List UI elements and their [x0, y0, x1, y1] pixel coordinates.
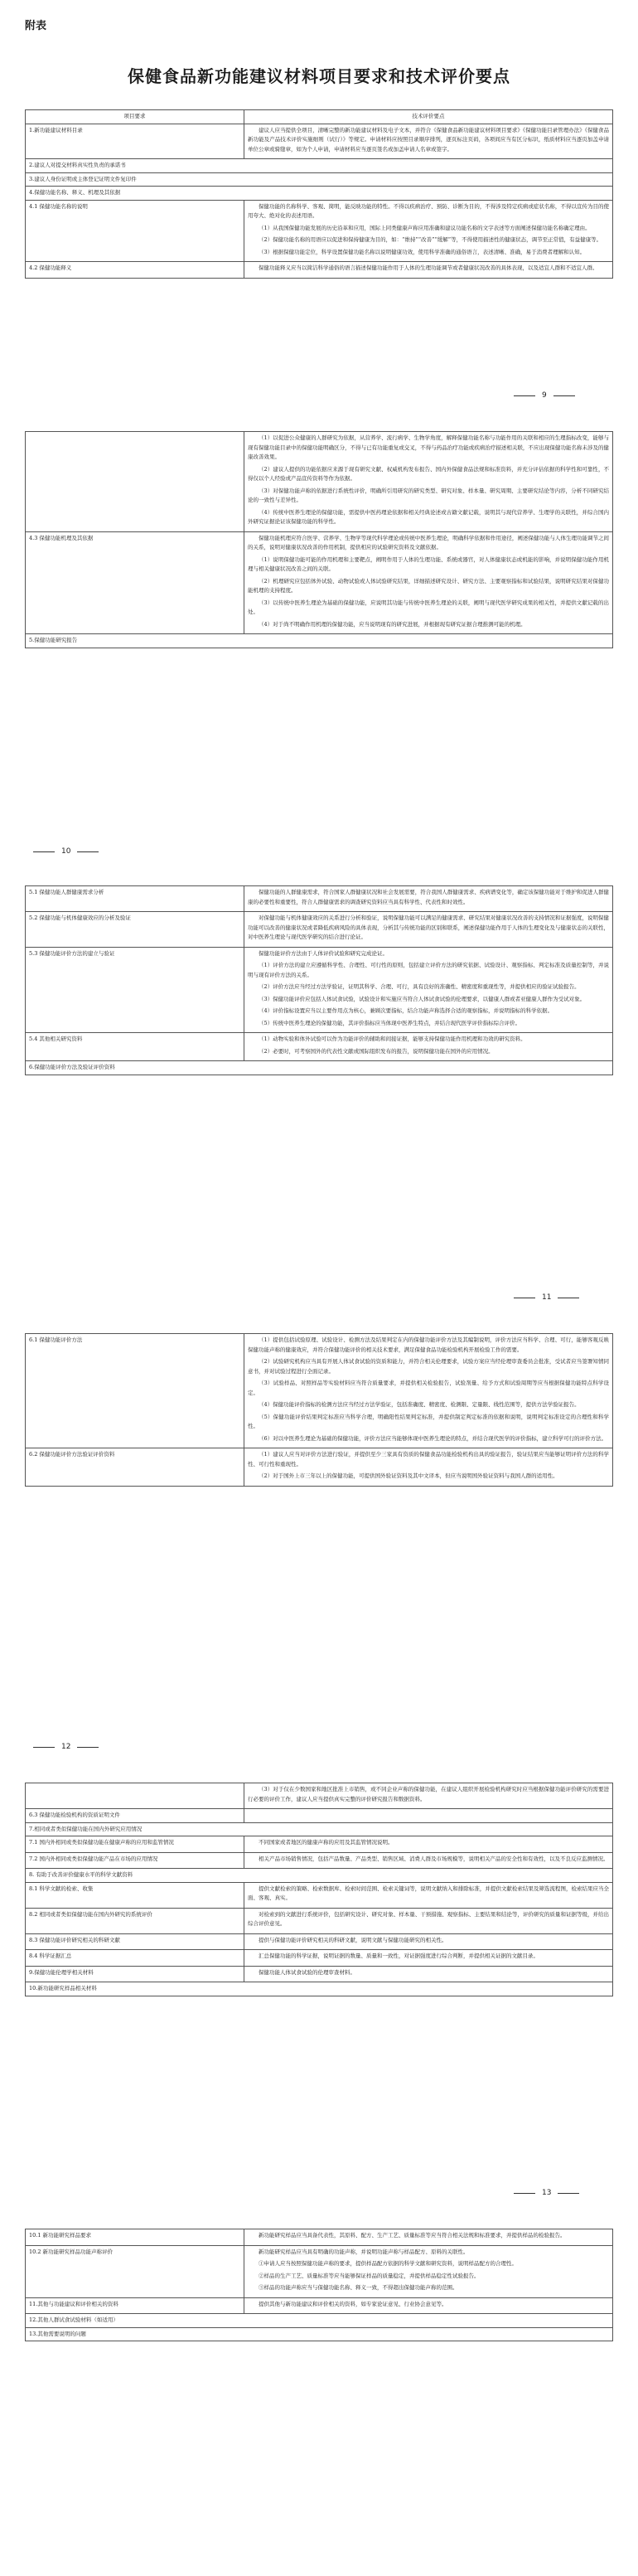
- requirements-table: [25, 109, 613, 279]
- evaluation-paragraph: （2）建议人提供的功能依据应来源于现有研究文献、权威机构发布报告、国内外保健食品法规和标准资料，并充分评估依据的科学性和可靠性，不得仅以个人经验或产品宣传资料等作为依据。: [248, 465, 609, 482]
- table-row: [26, 1334, 613, 1448]
- table-row: [26, 159, 613, 173]
- requirements-table: [25, 431, 613, 648]
- requirement-cell: 6.1 保健功能评价方法: [26, 1334, 244, 1448]
- evaluation-cell: [244, 1033, 613, 1061]
- evaluation-paragraph: 保健功能释义应当以简洁科学通俗的语言描述保健功能作用于人体的生理功能调节或者健康状况改善的具体表现，以及适宜人群和不适宜人群。: [259, 264, 598, 271]
- evaluation-paragraph: （1）提供包括试验原理、试验设计、检测方法及结果判定在内的保健功能评价方法及其编制说明，评价方法应当科学、合理、可行，能够客观反映保健功能声称的健康效应，并符合保健功能评价的相关技术要求，满足保健食品功能检验机构开展检验工作的需要。: [248, 1337, 609, 1353]
- table-row: [26, 1933, 613, 1950]
- evaluation-paragraph: （2）保健功能名称的用语应以促进和保持健康为目的，如：“维持”“改善”“缓解”等，不得使用描述性的健康状态，调节至正常值，有益健康等。: [259, 236, 602, 243]
- requirement-cell: 8.3 保健功能评价研究相关的科研文献: [26, 1933, 244, 1950]
- section-heading-cell: 3.建议人身份证明或主体登记证明文件复印件: [26, 172, 613, 187]
- requirement-cell: 1.新功能建议材料目录: [26, 124, 244, 159]
- evaluation-cell: [244, 1882, 613, 1908]
- requirement-cell: 10.2 新功能研究样品功能声称评价: [26, 2245, 244, 2297]
- evaluation-paragraph: 提供与保健功能评价研究相关的科研文献，说明文献与保健功能研究的相关性。: [259, 1936, 447, 1943]
- evaluation-cell: [244, 262, 613, 279]
- evaluation-paragraph: （2）机理研究应包括体外试验、动物试验或人体试验研究结果，详细描述研究设计、研究方法、主要观察指标和试验结果，说明研究结果对保健功能机理的支持程度。: [248, 577, 609, 594]
- col-header-evaluation: 技术评价要点: [244, 110, 613, 124]
- evaluation-cell: [244, 1908, 613, 1933]
- requirement-cell: 5.2 保健功能与机体健康效应的分析及验证: [26, 912, 244, 948]
- table-row: [26, 1783, 613, 1809]
- section-heading-cell: 10.新功能研究样品相关材料: [26, 1982, 613, 1996]
- evaluation-paragraph: 不同国家或者地区的健康声称的应用及其监管情况说明。: [259, 1839, 394, 1846]
- table-row: [26, 1852, 613, 1869]
- table-row: [26, 2229, 613, 2246]
- evaluation-paragraph: 对保健功能与机体健康效应的关系进行分析和验证，说明保健功能可以满足的健康需求、研究结果对健康状况改善的支持情况和证据强度，说明保健功能可以改善的健康状况或者降低疾病风险的具体表现，分析其与传统功能的区别和联系，阐述保健功能作用于人体的生理变化及与健康状态的关联性，对中医养生理论与现代医学研究的结合进行论证。: [248, 914, 609, 940]
- evaluation-paragraph: （2）必要时，可考察国外的代表性文献或国际组织发布的报告，说明保健功能在国外的应用情况。: [259, 1047, 494, 1055]
- evaluation-paragraph: 建议人应当提供全项目，清晰完整的新功能建议材料及电子文本，并符合《保健食品新功能建议材料项目要求》《保健功能目录管理办法》《保健食品新功能及产品技术评价实施细则（试行）》等规定。申请材料应按照目录顺序排列，逐页标注页码，各项间应当有区分标识，纸质材料应当逐页加盖申请单位公章或骑缝章，如为个人申请，申请材料应当逐页签名或加盖申请人名章或签字。: [248, 126, 609, 153]
- evaluation-cell: [244, 1852, 613, 1869]
- evaluation-paragraph: ①申请人应当按照保健功能声称的要求，提供样品配方依据的科学文献和研究资料，说明样品配方的合理性。: [259, 2260, 517, 2267]
- evaluation-paragraph: 汇总保健功能的科学证据，说明证据的数量、质量和一致性，对证据强度进行综合判断，并提供相关证据的文献目录。: [259, 1953, 539, 1959]
- evaluation-cell: [244, 124, 613, 159]
- requirements-table: [25, 1783, 613, 1996]
- evaluation-cell: [244, 2229, 613, 2246]
- evaluation-cell: [244, 432, 613, 532]
- requirement-cell: 9.保健功能伦理学相关材料: [26, 1966, 244, 1982]
- evaluation-cell: [244, 200, 613, 262]
- evaluation-paragraph: （5）传统中医养生理论的保健功能，其评价指标应当体现中医养生特点，并结合现代医学评价指标综合评价。: [259, 1019, 521, 1026]
- table-row: [26, 1033, 613, 1061]
- section-heading-cell: 8. 有助于改善评价健康水平的科学文献资料: [26, 1869, 613, 1883]
- evaluation-paragraph: 新功能研究样品应当具备代表性，其原料、配方、生产工艺、质量标准等应当符合相关法规和标准要求，并提供样品的检验报告。: [259, 2232, 566, 2239]
- requirements-table: [25, 885, 613, 1075]
- evaluation-paragraph: （3）根据保健功能定位，科学设置保健功能名称以说明健康功效，使用科学准确的通俗语言，表述清晰、准确，易于消费者理解和认知。: [259, 248, 586, 255]
- table-row: [26, 1061, 613, 1075]
- evaluation-paragraph: （1）以促进公众健康的人群研究为依据，从营养学、流行病学、生物学角度，解释保健功能名称与功能作用的关联和相应的生理指标改变，能够与现有保健功能目录中的保健功能明确区分，不得与已有功能重复或交叉，不得与药品治疗功能或疾病治疗描述相关联，不应出现保健功能名称未涉及的健康改善效果。: [248, 434, 609, 460]
- table-page-6: [25, 2229, 613, 2341]
- section-body: [26, 124, 613, 278]
- evaluation-cell: [244, 947, 613, 1033]
- section-body: [26, 886, 613, 1075]
- table-row: [26, 432, 613, 532]
- requirement-cell: 4.1 保健功能名称的说明: [26, 200, 244, 262]
- evaluation-paragraph: 保健功能评价方法由于人体评价试验和研究完成论证。: [259, 949, 388, 957]
- section-heading-cell: 5.保健功能研究报告: [26, 634, 613, 648]
- evaluation-cell: [244, 1966, 613, 1982]
- requirements-table: [25, 2229, 613, 2341]
- table-row: [26, 1966, 613, 1982]
- table-row: [26, 200, 613, 262]
- section-body: [26, 1783, 613, 1996]
- evaluation-paragraph: ②样品的生产工艺、质量标准等应当能够保证样品的质量稳定，并提供样品稳定性试验报告。: [259, 2272, 480, 2279]
- section-body: [26, 1334, 613, 1487]
- evaluation-paragraph: 保健功能机理应符合医学、营养学、生物学等现代科学理论或传统中医养生理论，明确科学依据和作用途径，阐述保健功能与人体生理功能调节之间的关系，说明对健康状况改善的作用机制，提供相应的试验研究资料及文献依据。: [248, 534, 609, 551]
- evaluation-paragraph: （1）说明保健功能可能的作用机理和主要靶点，阐明作用于人体的生理功能、系统或器官，对人体健康状态或机能的影响，并说明保健功能作用机理与相关健康状况改善之间的关联。: [248, 555, 609, 572]
- evaluation-paragraph: （4）评价指标设置应当以主要作用点为核心，兼顾次要指标，结合功能声称选择合适的观察指标，并说明指标的科学依据。: [259, 1007, 553, 1014]
- section-heading-cell: 6.保健功能评价方法及验证评价资料: [26, 1061, 613, 1075]
- evaluation-paragraph: ③样品的功能声称应当与保健功能名称、释义一致，不得超出保健功能声称的范围。: [259, 2284, 458, 2291]
- evaluation-paragraph: （3）保健功能评价应包括人体试食试验，试验设计和实施应当符合人体试食试验的伦理要求，以健康人群或者亚健康人群作为受试对象。: [259, 995, 586, 1002]
- table-row: [26, 634, 613, 648]
- evaluation-paragraph: 保健功能的人群健康需求，符合国家人群健康状况和社会发展需要，符合我国人群健康需求、疾病谱变化等，确定该保健功能对于维护和促进人群健康的必要性和重要性，符合人群健康需求的调查研究资料应当具有科学性、代表性和时效性。: [248, 889, 609, 905]
- evaluation-paragraph: （2）评价方法应当经过方法学验证，证明其科学、合理、可行，具有良好的准确性、精密度和重现性等，并提供相应的验证试验报告。: [259, 983, 580, 990]
- page-number: 9: [514, 391, 575, 400]
- requirement-cell: 7.1 国内外相同或类似保健功能在健康声称的应用和监管情况: [26, 1836, 244, 1853]
- section-heading-cell: 2.建议人对提交材料真实性负责的承诺书: [26, 159, 613, 173]
- section-body: [26, 432, 613, 648]
- evaluation-paragraph: （6）对以中医养生理论为基础的保健功能，评价方法应当能够体现中医养生理论的特点，并结合现代医学的评价指标，建立科学可行的评价方法。: [259, 1434, 607, 1442]
- table-row: [26, 262, 613, 279]
- evaluation-cell: [244, 886, 613, 912]
- requirement-cell: 4.3 保健功能机理及其依据: [26, 531, 244, 634]
- requirement-cell: [26, 1783, 244, 1809]
- section-heading-cell: 7.相同或者类似保健功能在国内外研究应用情况: [26, 1822, 613, 1836]
- table-row: [26, 1448, 613, 1487]
- table-row: [26, 1809, 613, 1823]
- evaluation-paragraph: 新功能研究样品应当具有明确的功能声称，并说明功能声称与样品配方、原料的关联性。: [259, 2248, 469, 2255]
- table-page-4: [25, 1333, 613, 1487]
- table-row: [26, 1836, 613, 1853]
- requirement-cell: 7.2 国内外相同或类似保健功能产品在市场的应用情况: [26, 1852, 244, 1869]
- table-header-row: [26, 110, 613, 124]
- requirement-cell: 8.2 相同或者类似保健功能在国内外研究的系统评价: [26, 1908, 244, 1933]
- evaluation-paragraph: 保健功能的名称科学、客观、简明，能反映功能的特性。不得以疾病治疗、预防、诊断为目的，不得涉及特定疾病或症状名称，不得以宣传为目的使用夸大、绝对化的表述用语。: [248, 202, 609, 219]
- table-row: [26, 2245, 613, 2297]
- evaluation-paragraph: 提供其他与新功能建议和评价相关的资料，如专家论证意见、行业协会意见等。: [259, 2300, 447, 2307]
- evaluation-paragraph: 相关产品市场销售情况，包括产品数量、产品类型、销售区域、消费人群及市场规模等，说明相关产品的安全性和有效性，以及不良反应监测情况。: [259, 1855, 609, 1862]
- evaluation-cell: [244, 1933, 613, 1950]
- table-page-2: [25, 431, 613, 648]
- evaluation-cell: [244, 1783, 613, 1809]
- table-row: [26, 172, 613, 187]
- evaluation-paragraph: （1）建议人应当对评价方法进行验证，并提供至少三家具有资质的保健食品功能检验机构出具的验证报告，验证结果应当能够证明评价方法的科学性、可行性和重现性。: [248, 1451, 609, 1467]
- table-row: [26, 1950, 613, 1967]
- table-row: [26, 531, 613, 634]
- section-heading-cell: 4.保健功能名称、释义、机理及其依据: [26, 187, 613, 201]
- table-row: [26, 912, 613, 948]
- table-row: [26, 124, 613, 159]
- evaluation-paragraph: 提供文献检索的策略、检索数据库、检索时间范围、检索关键词等，说明文献纳入和排除标准，并提供文献检索结果及筛选流程图，检索结果应当全面、客观、真实。: [248, 1885, 609, 1901]
- table-row: [26, 1822, 613, 1836]
- requirement-cell: 8.1 科学文献的检索、收集: [26, 1882, 244, 1908]
- page-number: 11: [514, 1293, 579, 1302]
- evaluation-paragraph: （4）传统中医养生理论的保健功能，需提供中医药理论依据和相关经典论述或古籍文献记载，说明其与现代营养学、生理学的关联性，并综合国内外研究证据论证该保健功能的科学性。: [248, 508, 609, 525]
- table-row: [26, 1982, 613, 1996]
- evaluation-cell: [244, 1448, 613, 1487]
- table-page-5: [25, 1783, 613, 1996]
- page-title: 保健食品新功能建议材料项目要求和技术评价要点: [128, 66, 510, 86]
- evaluation-cell: [244, 1809, 613, 1823]
- evaluation-cell: [244, 2245, 613, 2297]
- evaluation-paragraph: （5）保健功能评价结果判定标准应当科学合理，明确阳性结果判定标准，并提供制定判定标准的依据和说明，说明判定标准设定的合理性和科学性。: [248, 1413, 609, 1429]
- section-heading-cell: 13.其他需要说明的问题: [26, 2327, 613, 2341]
- requirement-cell: 4.2 保健功能释义: [26, 262, 244, 279]
- table-row: [26, 1908, 613, 1933]
- appendix-label: 附表: [25, 20, 47, 32]
- table-row: [26, 1882, 613, 1908]
- table-row: [26, 2297, 613, 2314]
- evaluation-paragraph: （3）以传统中医养生理论为基础的保健功能，应说明其功能与传统中医养生理论的关联，阐明与现代医学研究成果的相关性，并提供文献记载的出处。: [248, 599, 609, 615]
- evaluation-paragraph: （3）对保健功能声称的依据进行系统性评价，明确所引用研究的研究类型、研究对象、样本量、研究周期、主要研究结论等内容，分析不同研究结论的一致性与差异性。: [248, 487, 609, 503]
- section-heading-cell: 12.其他人群试食试验材料（如适用）: [26, 2314, 613, 2328]
- evaluation-paragraph: （1）从我国保健功能发展的历史沿革和应用，国际上同类健康声称应用准确和建议功能名称的文字表述等方面阐述保健功能名称确定理由。: [259, 224, 591, 231]
- requirement-cell: 10.1 新功能研究样品要求: [26, 2229, 244, 2246]
- evaluation-cell: [244, 531, 613, 634]
- requirement-cell: 6.2 保健功能评价方法验证评价资料: [26, 1448, 244, 1487]
- evaluation-paragraph: （4）保健功能评价指标的检测方法应当经过方法学验证，包括准确度、精密度、检测限、定量限、线性范围等，提供方法学验证报告。: [259, 1401, 580, 1408]
- evaluation-cell: [244, 912, 613, 948]
- evaluation-paragraph: 保健功能人体试食试验的伦理审查材料。: [259, 1968, 355, 1976]
- table-row: [26, 886, 613, 912]
- evaluation-cell: [244, 1836, 613, 1853]
- evaluation-paragraph: （1）动物实验和体外试验可以作为功能评价的辅助和间接证据，能够支持保健功能作用机理和功效的研究资料。: [259, 1036, 526, 1042]
- page-number: 12: [33, 1743, 99, 1751]
- evaluation-paragraph: （3）试验样品、对照样品等实验材料应当符合质量要求，并提供相关检验报告，试验剂量、给予方式和试验周期等应当根据保健功能特点科学设定。: [248, 1380, 609, 1396]
- requirements-table: [25, 1333, 613, 1487]
- evaluation-paragraph: （1）评价方法的建立应遵循科学性、合理性、可行性的原则，包括建立评价方法的研究依据、试验设计、观察指标、判定标准及质量控制等，并说明与现有评价方法的关系。: [248, 962, 609, 978]
- table-row: [26, 1869, 613, 1883]
- requirement-cell: 8.4 科学证据汇总: [26, 1950, 244, 1967]
- section-body: [26, 2229, 613, 2341]
- requirement-cell: 5.4 其他相关研究资料: [26, 1033, 244, 1061]
- evaluation-paragraph: （2）对于国外上市三年以上的保健功能，可提供国外验证资料及其中文译本，但应当说明国外验证资料与我国人群的适用性。: [259, 1472, 558, 1479]
- table-row: [26, 947, 613, 1033]
- requirement-cell: 11.其他与功能建议和评价相关的资料: [26, 2297, 244, 2314]
- evaluation-paragraph: （2）试验研究机构应当具有开展人体试食试验的资质和能力，并符合相关伦理要求，试验方案应当经伦理审查委员会批准，受试者应当签署知情同意书，并对试验过程进行全面记录。: [248, 1358, 609, 1375]
- table-row: [26, 2314, 613, 2328]
- col-header-requirement: 项目要求: [26, 110, 244, 124]
- table-page-1: [25, 109, 613, 279]
- requirement-cell: 5.1 保健功能人群健康需求分析: [26, 886, 244, 912]
- table-row: [26, 2327, 613, 2341]
- evaluation-paragraph: （4）对于尚不明确作用机理的保健功能，应当说明现有的研究进展，并根据现有研究证据合理推测可能的机理。: [259, 620, 526, 628]
- table-page-3: [25, 885, 613, 1075]
- evaluation-cell: [244, 2297, 613, 2314]
- evaluation-paragraph: 对检索到的文献进行系统评价，包括研究设计、研究对象、样本量、干预措施、观察指标、主要结果和结论等，评价研究的质量和证据等级，并给出综合评价意见。: [248, 1910, 609, 1927]
- requirement-cell: 5.3 保健功能评价方法的建立与验证: [26, 947, 244, 1033]
- requirement-cell: 6.3 保健功能检验机构的资质证明文件: [26, 1809, 244, 1823]
- evaluation-cell: [244, 1950, 613, 1967]
- requirement-cell: [26, 432, 244, 532]
- table-row: [26, 187, 613, 201]
- page-number: 13: [514, 2189, 579, 2197]
- evaluation-cell: [244, 1334, 613, 1448]
- evaluation-paragraph: （3）对于仅在少数国家和地区批准上市销售，或不同企业声称的保健功能，在建议人组织开展检验机构研究时应当根据保健功能评价研究的需要进行必要的评价工作，建议人应当提供真实完整的评价研究报告和数据资料。: [248, 1786, 609, 1802]
- page-number: 10: [33, 847, 99, 856]
